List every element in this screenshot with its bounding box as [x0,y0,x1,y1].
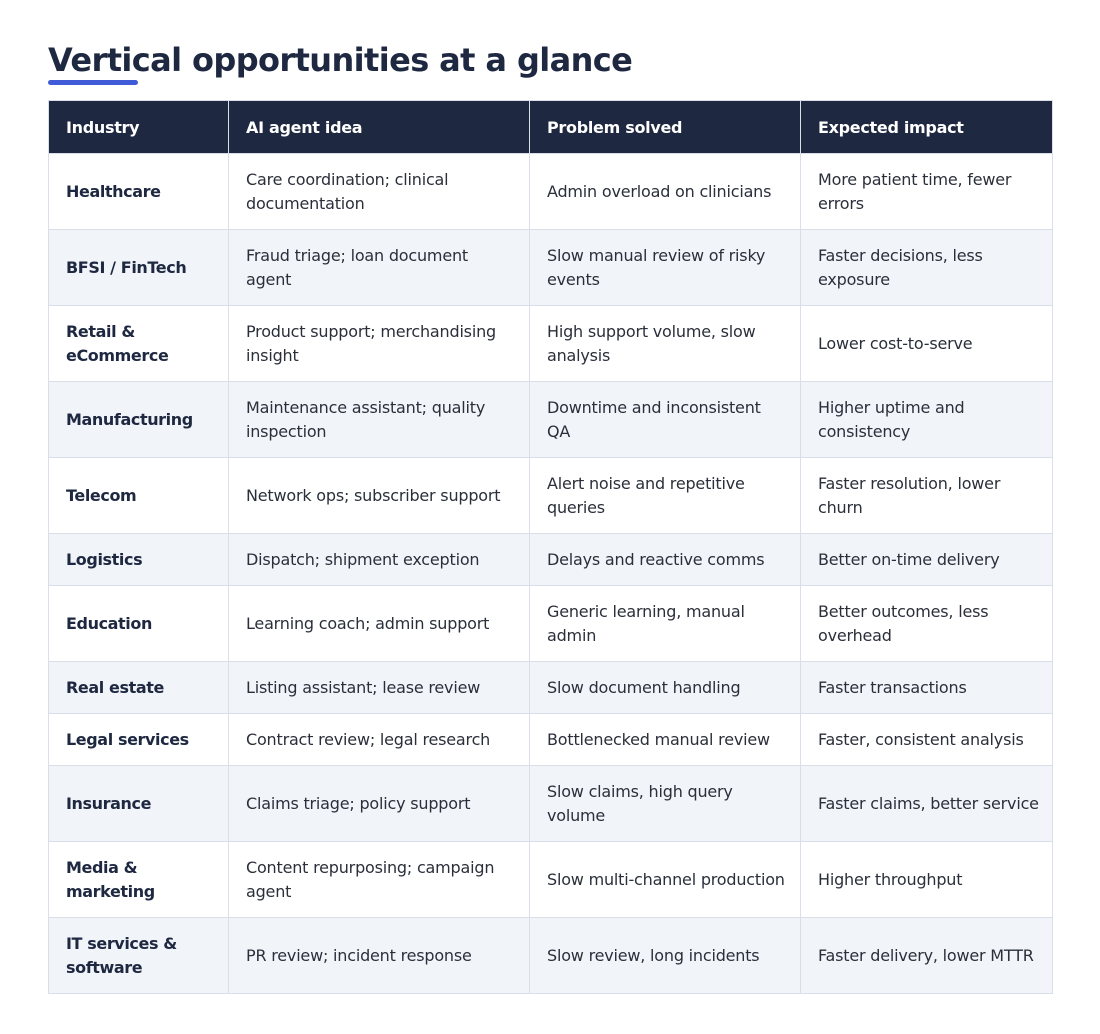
ai-agent-idea-cell: Dispatch; shipment exception [229,534,530,586]
industry-cell: Manufacturing [49,382,229,458]
problem-solved-cell: Generic learning, manual admin [530,586,801,662]
expected-impact-cell: Faster claims, better service [801,766,1053,842]
expected-impact-cell: Better outcomes, less overhead [801,586,1053,662]
header-industry: Industry [49,101,229,154]
table-row [49,230,1053,306]
page-title: Vertical opportunities at a glance [48,41,633,79]
expected-impact-cell: Faster decisions, less exposure [801,230,1053,306]
industry-cell: Legal services [49,714,229,766]
industry-cell: IT services & software [49,918,229,994]
header-problem-solved: Problem solved [530,101,801,154]
industry-cell: Logistics [49,534,229,586]
ai-agent-idea-cell: Contract review; legal research [229,714,530,766]
problem-solved-cell: Alert noise and repetitive queries [530,458,801,534]
table-row [49,586,1053,662]
expected-impact-cell: Higher throughput [801,842,1053,918]
ai-agent-idea-cell: Network ops; subscriber support [229,458,530,534]
ai-agent-idea-cell: Content repurposing; campaign agent [229,842,530,918]
expected-impact-cell: Higher uptime and consistency [801,382,1053,458]
expected-impact-cell: More patient time, fewer errors [801,154,1053,230]
header-ai-agent-idea: AI agent idea [229,101,530,154]
table-row [49,662,1053,714]
table-row [49,714,1053,766]
industry-cell: Education [49,586,229,662]
problem-solved-cell: High support volume, slow analysis [530,306,801,382]
expected-impact-cell: Faster transactions [801,662,1053,714]
table-row [49,306,1053,382]
table-header-row [49,101,1053,154]
table-row [49,918,1053,994]
ai-agent-idea-cell: Fraud triage; loan document agent [229,230,530,306]
industry-cell: Media & marketing [49,842,229,918]
problem-solved-cell: Slow multi-channel production [530,842,801,918]
table-row [49,842,1053,918]
header-expected-impact: Expected impact [801,101,1053,154]
title-block [48,38,632,82]
problem-solved-cell: Slow review, long incidents [530,918,801,994]
title-accent-underline [48,80,138,85]
table-row [49,458,1053,534]
problem-solved-cell: Delays and reactive comms [530,534,801,586]
table-row [49,154,1053,230]
ai-agent-idea-cell: Maintenance assistant; quality inspection [229,382,530,458]
expected-impact-cell: Faster delivery, lower MTTR [801,918,1053,994]
table-row [49,534,1053,586]
industry-cell: BFSI / FinTech [49,230,229,306]
ai-agent-idea-cell: Product support; merchandising insight [229,306,530,382]
problem-solved-cell: Slow claims, high query volume [530,766,801,842]
expected-impact-cell: Lower cost-to-serve [801,306,1053,382]
table-row [49,766,1053,842]
industry-cell: Real estate [49,662,229,714]
expected-impact-cell: Faster, consistent analysis [801,714,1053,766]
table-row [49,382,1053,458]
expected-impact-cell: Better on-time delivery [801,534,1053,586]
problem-solved-cell: Slow manual review of risky events [530,230,801,306]
ai-agent-idea-cell: Care coordination; clinical documentation [229,154,530,230]
opportunities-table [48,100,1053,994]
problem-solved-cell: Slow document handling [530,662,801,714]
industry-cell: Retail & eCommerce [49,306,229,382]
expected-impact-cell: Faster resolution, lower churn [801,458,1053,534]
problem-solved-cell: Bottlenecked manual review [530,714,801,766]
industry-cell: Insurance [49,766,229,842]
industry-cell: Telecom [49,458,229,534]
ai-agent-idea-cell: Learning coach; admin support [229,586,530,662]
problem-solved-cell: Admin overload on clinicians [530,154,801,230]
problem-solved-cell: Downtime and inconsistent QA [530,382,801,458]
ai-agent-idea-cell: Listing assistant; lease review [229,662,530,714]
ai-agent-idea-cell: Claims triage; policy support [229,766,530,842]
ai-agent-idea-cell: PR review; incident response [229,918,530,994]
industry-cell: Healthcare [49,154,229,230]
